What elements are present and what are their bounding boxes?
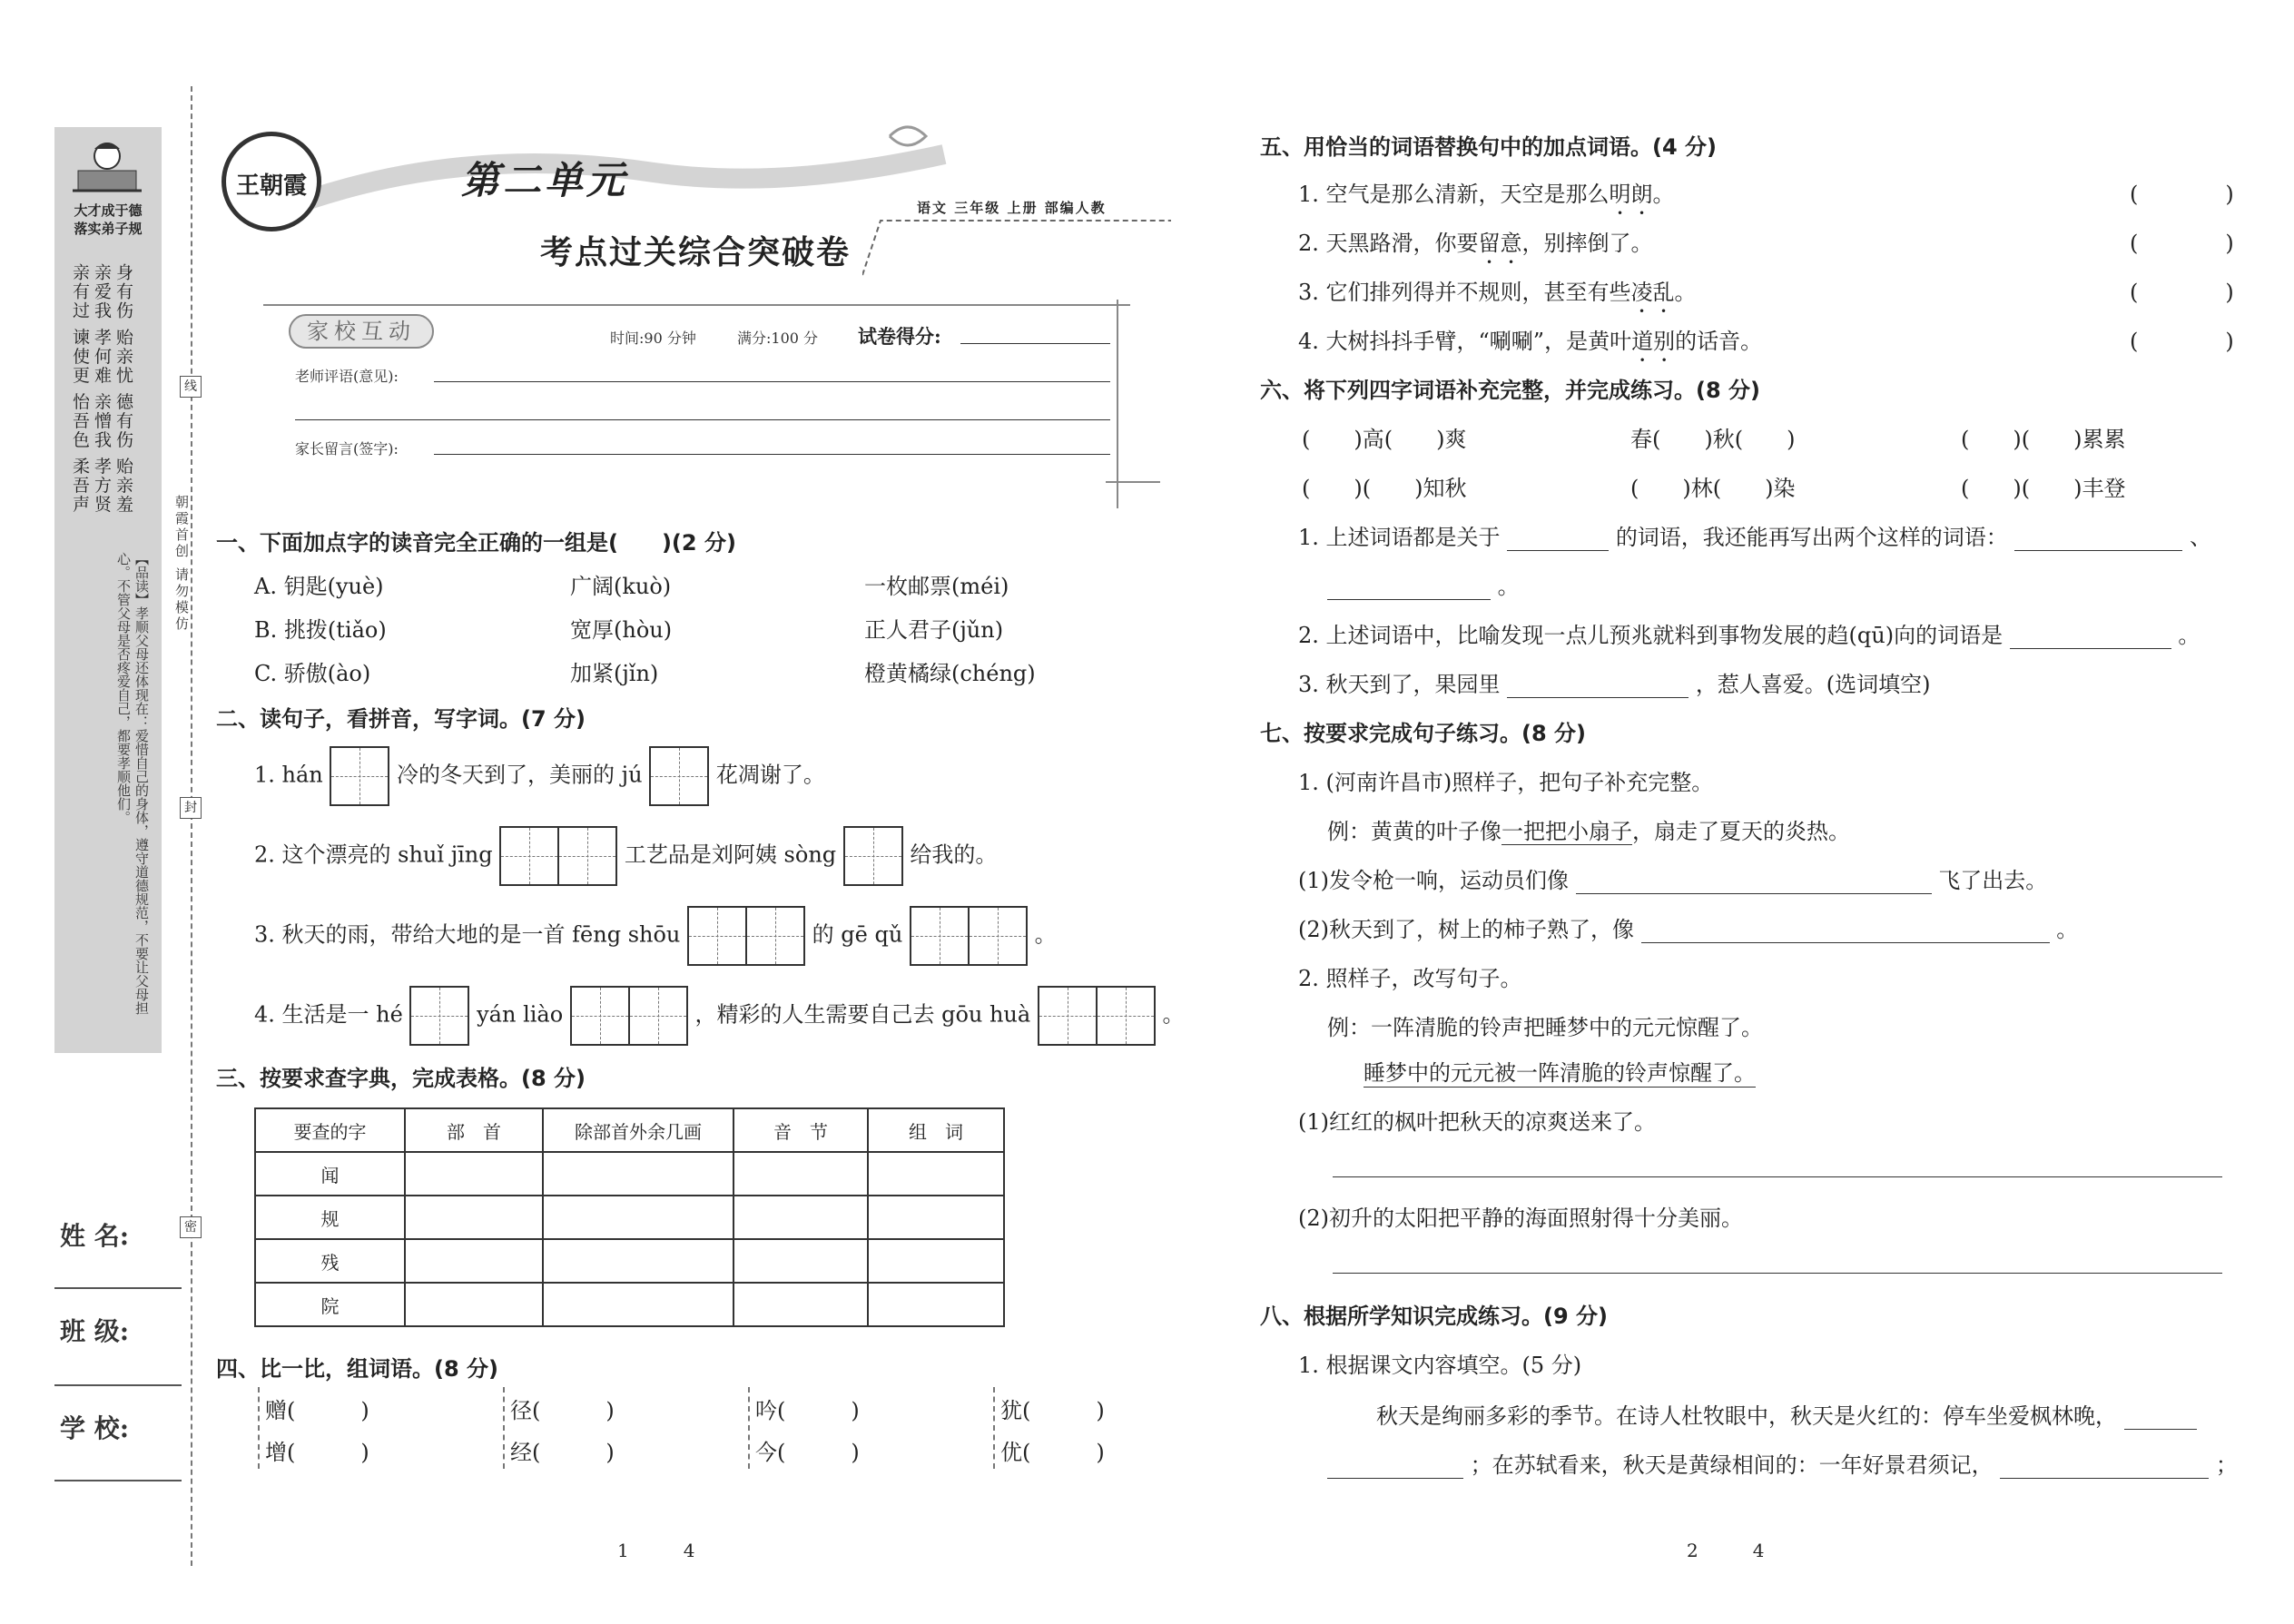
- dictionary-table: [254, 1107, 1005, 1327]
- table-cell-char: 残: [255, 1239, 405, 1283]
- table-cell[interactable]: [733, 1239, 868, 1283]
- answer-blank[interactable]: [1507, 525, 1609, 551]
- score-label: 试卷得分:: [858, 325, 941, 348]
- table-header: 部 首: [405, 1108, 543, 1152]
- q7-example-2a: 例：一阵清脆的铃声把睡梦中的元元惊醒了。: [1327, 1015, 1763, 1040]
- q4-item[interactable]: 优( ): [1000, 1440, 1105, 1465]
- page-number-right: 2 4: [1687, 1540, 1765, 1561]
- class-field[interactable]: [54, 1384, 182, 1386]
- table-cell[interactable]: [868, 1152, 1004, 1196]
- q7-item-1: (1)发令枪一响，运动员们像 飞了出去。: [1298, 868, 2048, 893]
- table-header-row: [255, 1108, 1004, 1152]
- exam-subtitle: 考点过关综合突破卷: [540, 233, 852, 271]
- q7-rewrite-2: (2)初升的太阳把平静的海面照射得十分美丽。: [1298, 1206, 1743, 1231]
- char-box[interactable]: [330, 746, 389, 806]
- cut-mark-feng: 封: [180, 797, 202, 819]
- answer-blank[interactable]: [2124, 1403, 2197, 1430]
- answer-blank[interactable]: [2014, 525, 2182, 551]
- answer-blank[interactable]: [1641, 917, 2050, 943]
- q1-b-word2: 宽厚(hòu): [570, 617, 673, 643]
- answer-blank[interactable]: [1507, 672, 1689, 698]
- q4-item[interactable]: 吟( ): [755, 1398, 860, 1423]
- unit-title: 第二单元: [461, 158, 629, 202]
- answer-blank[interactable]: [1576, 868, 1932, 894]
- q6-part-3: 3. 秋天到了，果园里 ，惹人喜爱。(选词填空): [1298, 672, 1931, 697]
- q5-answer[interactable]: ( ): [2130, 182, 2234, 207]
- brace-2: [503, 1387, 505, 1469]
- name-field[interactable]: [54, 1287, 182, 1289]
- full-score-text: 满分:100 分: [737, 330, 819, 347]
- table-cell[interactable]: [733, 1196, 868, 1239]
- pindu-commentary: 【品读】孝顺父母还体现在：爱惜自己的身体，遵守道德规范，不要让父母担心。不管父母是否疼爱自己，都要孝顺他们。: [115, 552, 150, 1015]
- table-cell[interactable]: [405, 1196, 543, 1239]
- char-box[interactable]: [687, 906, 747, 966]
- q7-example-2b: 睡梦中的元元被一阵清脆的铃声惊醒了。: [1364, 1055, 1756, 1088]
- home-school-label: 家校互动: [289, 314, 434, 349]
- q2-sentence-2: 2. 这个漂亮的 shuǐ jīng 工艺品是刘阿姨 sòng 给我的。: [254, 826, 997, 886]
- table-header: 音 节: [733, 1108, 868, 1152]
- q5-item-3: 3. 它们排列得并不规则，甚至有些凌乱。: [1298, 280, 1697, 305]
- q1-c-word3: 橙黄橘绿(chéng): [864, 661, 1036, 686]
- idiom-blank[interactable]: ( )高( )爽: [1302, 427, 1467, 452]
- cut-mark-mi: 密: [180, 1216, 202, 1238]
- char-box[interactable]: [968, 906, 1028, 966]
- q1-a-word3: 一枚邮票(méi): [864, 574, 1009, 599]
- table-cell[interactable]: [733, 1152, 868, 1196]
- sidebar-motto: 大才成于德 落实弟子规: [74, 202, 143, 237]
- q2-title: 二、读句子，看拼音，写字词。(7 分): [216, 706, 586, 732]
- char-box[interactable]: [409, 986, 469, 1046]
- char-box[interactable]: [557, 826, 617, 886]
- q7-title: 七、按要求完成句子练习。(8 分): [1260, 721, 1586, 746]
- teacher-comment-label: 老师评语(意见):: [295, 368, 399, 385]
- class-label: 班 级:: [60, 1316, 130, 1346]
- q6-title: 六、将下列四字词语补充完整，并完成练习。(8 分): [1260, 378, 1760, 403]
- q4-item[interactable]: 增( ): [265, 1440, 369, 1465]
- teacher-comment-line2[interactable]: [295, 419, 1110, 420]
- q6-part-1: 1. 上述词语都是关于 的词语，我还能再写出两个这样的词语： 、: [1298, 525, 2212, 550]
- school-label: 学 校:: [60, 1413, 130, 1443]
- q1-option-c[interactable]: C. 骄傲(ào): [254, 661, 371, 686]
- wangzhaoxia-logo: 王朝霞: [222, 132, 321, 231]
- table-cell[interactable]: [405, 1152, 543, 1196]
- answer-blank[interactable]: [1327, 574, 1491, 600]
- table-cell[interactable]: [733, 1283, 868, 1326]
- table-header: 除部首外余几画: [543, 1108, 733, 1152]
- q8-instruction: 1. 根据课文内容填空。(5 分): [1298, 1353, 1582, 1378]
- char-box[interactable]: [499, 826, 559, 886]
- q3-title: 三、按要求查字典，完成表格。(8 分): [216, 1066, 586, 1091]
- q4-item[interactable]: 犹( ): [1000, 1398, 1105, 1423]
- q8-passage-2: ；在苏轼看来，秋天是黄绿相间的：一年好景君须记， ；: [1327, 1447, 2238, 1479]
- q7-instruction-1: 1. (河南许昌市)照样子，把句子补充完整。: [1298, 770, 1714, 795]
- name-label: 姓 名:: [60, 1221, 130, 1251]
- table-row: [255, 1152, 1004, 1196]
- idiom-blank[interactable]: ( )( )知秋: [1302, 476, 1467, 501]
- q1-c-word2: 加紧(jǐn): [570, 661, 659, 686]
- char-box[interactable]: [843, 826, 903, 886]
- q5-item-2: 2. 天黑路滑，你要留意，别摔倒了。: [1298, 231, 1653, 256]
- table-row: [255, 1196, 1004, 1239]
- answer-line[interactable]: [1333, 1176, 2222, 1177]
- q4-item[interactable]: 经( ): [510, 1440, 615, 1465]
- q4-item[interactable]: 今( ): [755, 1440, 860, 1465]
- grade-info: 语文 三年级 上册 部编人教: [917, 200, 1107, 216]
- q5-item-1: 1. 空气是那么清新，天空是那么明朗。: [1298, 182, 1675, 207]
- q4-title: 四、比一比，组词语。(8 分): [216, 1356, 498, 1382]
- answer-blank[interactable]: [2000, 1452, 2209, 1479]
- brace-3: [748, 1387, 750, 1469]
- q6-part-1-cont: 。: [1327, 568, 1520, 600]
- answer-blank[interactable]: [2010, 623, 2171, 649]
- char-box[interactable]: [649, 746, 709, 806]
- table-cell[interactable]: [868, 1196, 1004, 1239]
- teacher-comment-field[interactable]: [434, 381, 1110, 382]
- child-scholar-icon: [60, 136, 154, 200]
- char-box[interactable]: [1096, 986, 1156, 1046]
- header-rule: [263, 304, 1130, 306]
- table-cell[interactable]: [543, 1152, 733, 1196]
- q8-title: 八、根据所学知识完成练习。(9 分): [1260, 1304, 1608, 1329]
- q5-answer[interactable]: ( ): [2130, 329, 2234, 354]
- q6-part-2: 2. 上述词语中，比喻发现一点儿预兆就料到事物发展的趋(qū)向的词语是 。: [1298, 623, 2200, 648]
- table-cell[interactable]: [543, 1196, 733, 1239]
- answer-blank[interactable]: [1327, 1452, 1463, 1479]
- idiom-blank[interactable]: 春( )秋( ): [1630, 427, 1796, 452]
- table-cell[interactable]: [405, 1239, 543, 1283]
- header-rule-end: [1106, 481, 1160, 483]
- time-text: 时间:90 分钟: [610, 330, 696, 347]
- table-cell[interactable]: [543, 1283, 733, 1326]
- idiom-blank[interactable]: ( )( )丰登: [1961, 476, 2126, 501]
- cut-line: [191, 86, 192, 1566]
- char-box[interactable]: [1038, 986, 1098, 1046]
- table-cell-char: 院: [255, 1283, 405, 1326]
- score-field[interactable]: [960, 343, 1110, 344]
- q1-option-a[interactable]: A. 钥匙(yuè): [254, 574, 384, 599]
- q5-answer[interactable]: ( ): [2130, 280, 2234, 305]
- page-number-left: 1 4: [617, 1540, 695, 1561]
- q8-passage-1: 秋天是绚丽多彩的季节。在诗人杜牧眼中，秋天是火红的：停车坐爱枫林晚，: [1376, 1398, 2197, 1430]
- parent-message-field[interactable]: [434, 454, 1110, 455]
- side-note: 朝霞首创 请勿模仿: [173, 495, 190, 633]
- q5-item-4: 4. 大树抖抖手臂，“唰唰”，是黄叶道别的话音。: [1298, 329, 1763, 354]
- char-box[interactable]: [628, 986, 688, 1046]
- q1-a-word2: 广阔(kuò): [570, 574, 672, 599]
- title-frame-lines: [862, 213, 1171, 277]
- q1-b-word3: 正人君子(jǔn): [864, 617, 1004, 643]
- school-field[interactable]: [54, 1480, 182, 1481]
- header-vrule: [1117, 300, 1118, 508]
- q7-example-1: 例：黄黄的叶子像一把把小扇子，扇走了夏天的炎热。: [1327, 819, 1850, 844]
- char-box[interactable]: [745, 906, 805, 966]
- table-cell-char: 规: [255, 1196, 405, 1239]
- q7-rewrite-1: (1)红红的枫叶把秋天的凉爽送来了。: [1298, 1109, 1656, 1135]
- table-cell[interactable]: [868, 1283, 1004, 1326]
- q4-item[interactable]: 赠( ): [265, 1398, 369, 1423]
- table-cell[interactable]: [868, 1239, 1004, 1283]
- q2-sentence-1: 1. hán 冷的冬天到了，美丽的 jú 花凋谢了。: [254, 746, 825, 806]
- q1-title: 一、下面加点字的读音完全正确的一组是( )(2 分): [216, 530, 736, 556]
- table-header: 要查的字: [255, 1108, 405, 1152]
- table-cell[interactable]: [405, 1283, 543, 1326]
- idiom-blank[interactable]: ( )林( )染: [1630, 476, 1796, 501]
- q2-sentence-3: 3. 秋天的雨，带给大地的是一首 fēng shōu 的 gē qǔ 。: [254, 906, 1057, 966]
- answer-line[interactable]: [1333, 1273, 2222, 1274]
- q5-title: 五、用恰当的词语替换句中的加点词语。(4 分): [1260, 134, 1717, 160]
- table-header: 组 词: [868, 1108, 1004, 1152]
- q2-sentence-4: 4. 生活是一 hé yán liào ，精彩的人生需要自己去 gōu huà 。: [254, 986, 1184, 1046]
- table-row: [255, 1239, 1004, 1283]
- table-cell-char: 闻: [255, 1152, 405, 1196]
- q5-answer[interactable]: ( ): [2130, 231, 2234, 256]
- table-cell[interactable]: [543, 1239, 733, 1283]
- table-row: [255, 1283, 1004, 1326]
- cut-mark-xian: 线: [180, 376, 202, 398]
- char-box[interactable]: [570, 986, 630, 1046]
- idiom-blank[interactable]: ( )( )累累: [1961, 427, 2126, 452]
- brace-1: [258, 1387, 260, 1469]
- dizigui-poem: 身有伤 贻亲忧 德有伤 贻亲羞 亲爱我 孝何难 亲憎我 孝方贤 亲有过 谏使更 怡吾色 柔吾声: [70, 263, 133, 515]
- parent-message-label: 家长留言(签字):: [295, 440, 399, 458]
- char-box[interactable]: [910, 906, 970, 966]
- brace-4: [993, 1387, 995, 1469]
- q1-option-b[interactable]: B. 挑拨(tiǎo): [254, 617, 387, 643]
- q7-instruction-2: 2. 照样子，改写句子。: [1298, 966, 1522, 991]
- q4-item[interactable]: 径( ): [510, 1398, 615, 1423]
- q7-item-2: (2)秋天到了，树上的柿子熟了，像 。: [1298, 917, 2079, 942]
